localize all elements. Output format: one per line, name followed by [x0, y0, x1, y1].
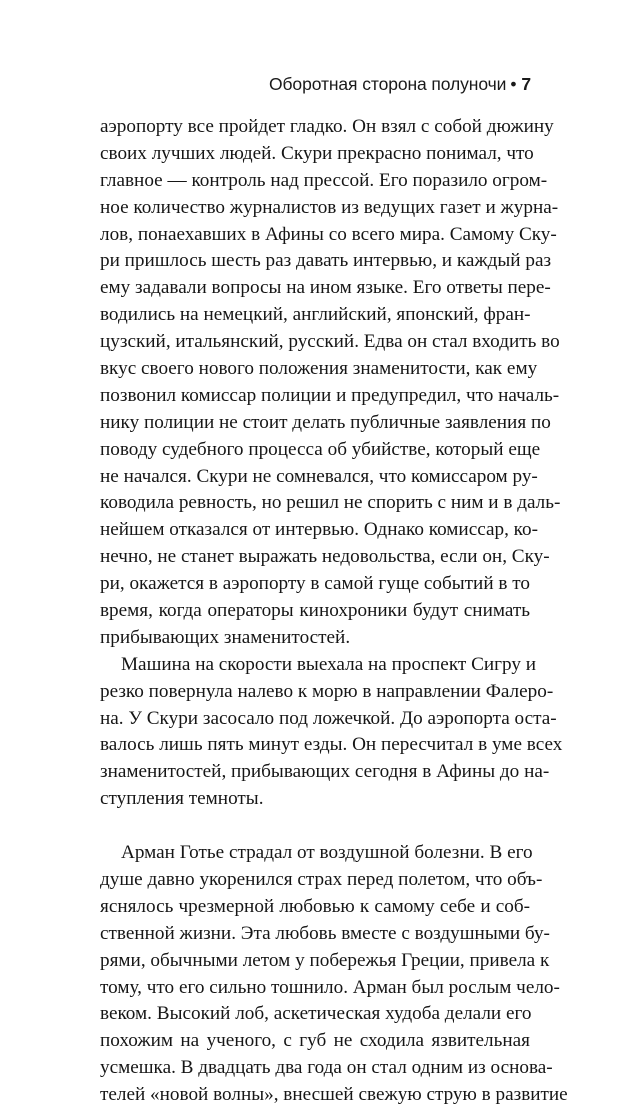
text-line: Машина на скорости выехала на проспект Сигру и	[121, 653, 537, 675]
paragraph	[100, 652, 563, 813]
text-line: Арман Готье страдал от воздушной болезни. В его	[121, 842, 533, 864]
text-line: резко повернула налево к морю в направлении Фалеро-	[100, 680, 554, 702]
section-break	[100, 813, 530, 840]
text-line: не начался. Скури не сомневался, что комиссаром ру-	[100, 465, 538, 487]
text-line: главное — контроль над прессой. Его поразило огром-	[100, 169, 548, 191]
page-number: 7	[521, 74, 531, 94]
text-line: нейшем отказался от интервью. Однако комиссар, ко-	[100, 519, 539, 541]
text-line: лов, понаехавших в Афины со всего мира. Самому Ску-	[100, 223, 557, 245]
text-line: веком. Высокий лоб, аскетическая худоба делали его	[100, 1003, 532, 1025]
text-line: аэропорту все пройдет гладко. Он взял с собой дюжину	[100, 116, 554, 137]
text-line: похожим на ученого, с губ не сходила язвительная	[100, 1030, 530, 1052]
text-line: позвонил комиссар полиции и предупредил, что началь-	[100, 384, 560, 406]
text-line: валось лишь пять минут езды. Он пересчитал в уме всех	[100, 734, 563, 756]
text-line: время, когда операторы кинохроники будут снимать	[100, 600, 530, 622]
text-line: поводу судебного процесса об убийстве, который еще	[100, 438, 541, 460]
text-line: душе давно укоренился страх перед полетом, что объ-	[100, 868, 543, 890]
text-line: усмешка. В двадцать два года он стал одним из основа-	[100, 1057, 553, 1079]
text-line: нику полиции не стоит делать публичные заявления по	[100, 411, 551, 433]
text-line: рями, обычными летом у побережья Греции, привела к	[100, 949, 550, 971]
text-line: телей «новой волны», внесшей свежую струю в развитие	[100, 1084, 568, 1106]
header-bullet: •	[510, 74, 517, 94]
text-line: ководила ревность, но решил не спорить с ним и в даль-	[100, 492, 561, 514]
running-title: Оборотная сторона полуночи	[269, 74, 507, 94]
text-line: ственной жизни. Эта любовь вместе с воздушными бу-	[100, 922, 550, 944]
paragraph	[100, 114, 561, 652]
running-header	[269, 74, 531, 95]
text-line: ступления темноты.	[100, 788, 264, 810]
text-line: вкус своего нового положения знаменитости, как ему	[100, 358, 538, 380]
text-line: тому, что его сильно тошнило. Арман был рослым чело-	[100, 976, 560, 998]
text-line: своих лучших людей. Скури прекрасно понимал, что	[100, 142, 534, 164]
text-line: ное количество журналистов из ведущих газет и журна-	[100, 196, 559, 218]
body-text	[100, 114, 568, 1109]
text-line: на. У Скури засосало под ложечкой. До аэропорта оста-	[100, 707, 557, 729]
text-line: ри, окажется в аэропорту в самой гуще событий в то	[100, 573, 530, 595]
text-line: знаменитостей, прибывающих сегодня в Афины до на-	[100, 761, 550, 783]
paragraph	[100, 840, 568, 1109]
text-line: ему задавали вопросы на ином языке. Его ответы пере-	[100, 277, 551, 299]
text-line: водились на немецкий, английский, японский, фран-	[100, 304, 531, 326]
text-line: яснялось чрезмерной любовью к самому себе и соб-	[100, 895, 530, 917]
text-line: ри пришлось шесть раз давать интервью, и каждый раз	[100, 250, 552, 272]
text-line: прибывающих знаменитостей.	[100, 626, 351, 648]
text-line: цузский, итальянский, русский. Едва он стал входить во	[100, 331, 560, 353]
text-line: нечно, не станет выражать недовольства, если он, Ску-	[100, 546, 550, 568]
